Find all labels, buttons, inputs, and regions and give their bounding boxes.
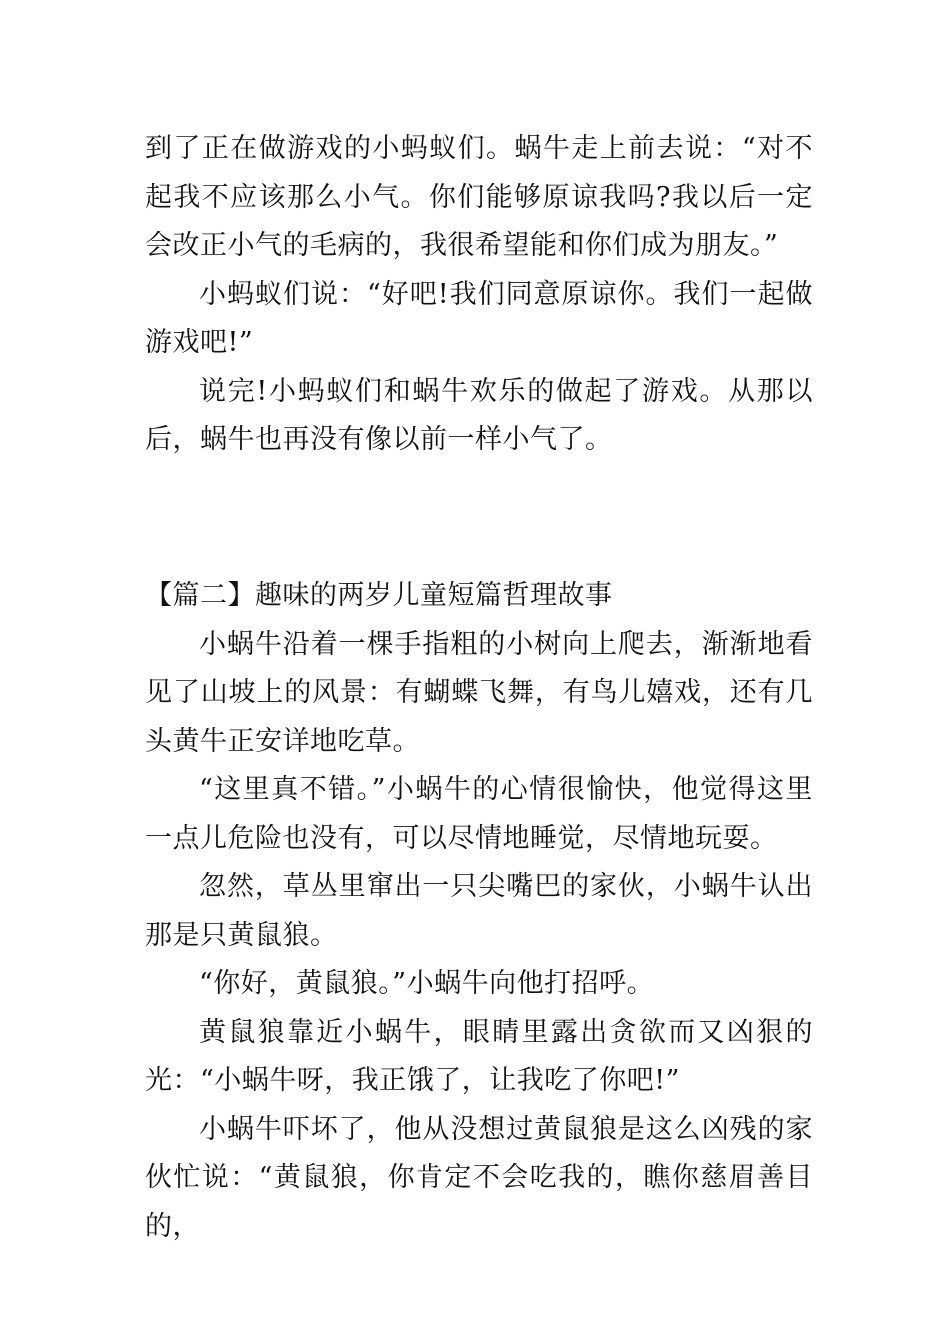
paragraph: 小蜗牛沿着一棵手指粗的小树向上爬去，渐渐地看见了山坡上的风景：有蝴蝶飞舞，有鸟儿嬉戏，还有几头黄牛正安详地吃草。 <box>145 628 813 757</box>
story-two <box>145 572 813 1251</box>
paragraph: 小蜗牛吓坏了，他从没想过黄鼠狼是这么凶残的家伙忙说：“黄鼠狼，你肯定不会吃我的，瞧你慈眉善目的， <box>145 1113 813 1242</box>
paragraph: “这里真不错。”小蜗牛的心情很愉快，他觉得这里一点儿危险也没有，可以尽情地睡觉，尽情地玩耍。 <box>145 774 813 854</box>
paragraph: 忽然，草丛里窜出一只尖嘴巴的家伙，小蜗牛认出那是只黄鼠狼。 <box>145 871 813 951</box>
paragraph: 说完!小蚂蚁们和蜗牛欢乐的做起了游戏。从那以后，蜗牛也再没有像以前一样小气了。 <box>145 375 813 455</box>
section-heading: 【篇二】趣味的两岁儿童短篇哲理故事 <box>145 580 613 611</box>
story-one-continuation <box>145 125 813 465</box>
paragraph: 小蚂蚁们说：“好吧!我们同意原谅你。我们一起做游戏吧!” <box>145 278 813 358</box>
paragraph: 到了正在做游戏的小蚂蚁们。蜗牛走上前去说：“对不起我不应该那么小气。你们能够原谅我吗?我以后一定会改正小气的毛病的，我很希望能和你们成为朋友。” <box>145 133 813 261</box>
paragraph: “你好，黄鼠狼。”小蜗牛向他打招呼。 <box>199 968 655 999</box>
paragraph: 黄鼠狼靠近小蜗牛，眼睛里露出贪欲而又凶狠的光：“小蜗牛呀，我正饿了，让我吃了你吧!” <box>145 1016 813 1096</box>
